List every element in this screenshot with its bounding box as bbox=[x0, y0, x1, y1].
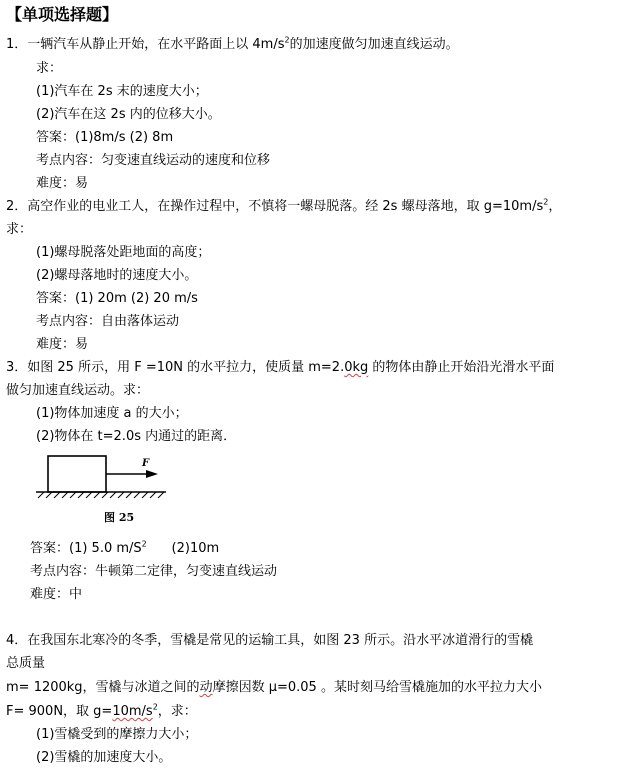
q3-stem-part-b: 的物体由静止开始沿光滑水平面 bbox=[368, 360, 555, 375]
q2-stem-part-b: ， bbox=[548, 199, 562, 214]
block-shape bbox=[48, 456, 106, 492]
q2-item-2: (2)螺母落地时的速度大小。 bbox=[36, 268, 198, 283]
force-label-f: F bbox=[142, 458, 150, 469]
force-arrow-head bbox=[146, 470, 158, 478]
q4-line4-part-b: ，求： bbox=[157, 704, 197, 719]
q3-answer bbox=[30, 538, 219, 560]
question-2-stem bbox=[6, 196, 561, 218]
figure-caption: 图 25 bbox=[104, 511, 135, 524]
q4-line3-wavy: 动 bbox=[199, 680, 213, 695]
q3-answer-part-a: 答案：(1) 5.0 m/S bbox=[30, 541, 142, 556]
q3-item-2: (2)物体在 t=2.0s 内通过的距离． bbox=[36, 429, 237, 444]
q1-topic: 考点内容：匀变速直线运动的速度和位移 bbox=[36, 153, 271, 168]
q1-difficulty: 难度：易 bbox=[36, 176, 89, 191]
q3-stem-line-2: 做匀加速直线运动。求： bbox=[6, 383, 150, 398]
question-3-stem bbox=[6, 357, 554, 379]
q2-stem-part-a: 2．高空作业的电业工人，在操作过程中，不慎将一螺母脱落。经 2s 螺母落地，取 g=10m/s bbox=[6, 199, 544, 214]
question-4-stem-line-3 bbox=[6, 677, 542, 699]
question-4-stem-line-4 bbox=[6, 701, 197, 723]
q3-answer-superscript: 2 bbox=[141, 539, 147, 549]
question-4-stem-line-1: 4．在我国东北寒冷的冬季，雪橇是常见的运输工具，如图 23 所示。沿水平冰道滑行的雪橇 bbox=[6, 633, 534, 648]
section-title: 【单项选择题】 bbox=[6, 5, 119, 24]
q4-line4-part-a: F= 900N，取 g= bbox=[6, 704, 113, 719]
q3-item-1: (1)物体加速度 a 的大小； bbox=[36, 406, 188, 421]
q3-stem-part-a: 3．如图 25 所示，用 F =10N 的水平拉力，使质量 m=2. bbox=[6, 360, 345, 375]
q3-stem-wavy-unit: 0kg bbox=[344, 360, 369, 375]
q4-line4-wavy: 10m/s bbox=[112, 704, 153, 719]
q4-line3-part-b: 摩擦因数 μ=0.05 。某时刻马给雪橇施加的水平拉力大小 bbox=[212, 680, 542, 695]
q4-item-2: (2)雪橇的加速度大小。 bbox=[36, 750, 172, 765]
q3-topic: 考点内容：牛顿第二定律，匀变速直线运动 bbox=[30, 564, 278, 579]
q2-topic: 考点内容：自由落体运动 bbox=[36, 314, 180, 329]
q3-difficulty: 难度：中 bbox=[30, 587, 83, 602]
q1-item-1: (1)汽车在 2s 末的速度大小； bbox=[36, 84, 208, 99]
q1-stem-part-b: 的加速度做匀加速直线运动。 bbox=[289, 37, 459, 52]
q2-answer: 答案：(1) 20m (2) 20 m/s bbox=[36, 291, 198, 306]
q1-answer: 答案：(1)8m/s (2) 8m bbox=[36, 130, 174, 145]
q4-item-1: (1)雪橇受到的摩擦力大小； bbox=[36, 727, 198, 742]
q2-stem-superscript: 2 bbox=[543, 197, 549, 207]
question-1-stem bbox=[6, 34, 459, 56]
ground-hatching bbox=[38, 492, 164, 498]
q2-difficulty: 难度：易 bbox=[36, 337, 89, 352]
figure-25-diagram bbox=[32, 450, 172, 540]
q1-ask: 求： bbox=[36, 61, 63, 76]
q3-answer-part-b: (2)10m bbox=[146, 541, 220, 556]
q2-item-1: (1)螺母脱落处距地面的高度； bbox=[36, 245, 211, 260]
q4-line4-superscript: 2 bbox=[152, 702, 158, 712]
q4-line3-part-a: m= 1200kg，雪橇与冰道之间的 bbox=[6, 680, 200, 695]
q2-stem-line-2: 求： bbox=[6, 222, 33, 237]
question-4-stem-line-2: 总质量 bbox=[6, 656, 46, 671]
q1-stem-part-a: 1．一辆汽车从静止开始，在水平路面上以 4m/s bbox=[6, 37, 285, 52]
q1-stem-superscript: 2 bbox=[284, 35, 290, 45]
q1-item-2: (2)汽车在这 2s 内的位移大小。 bbox=[36, 107, 221, 122]
